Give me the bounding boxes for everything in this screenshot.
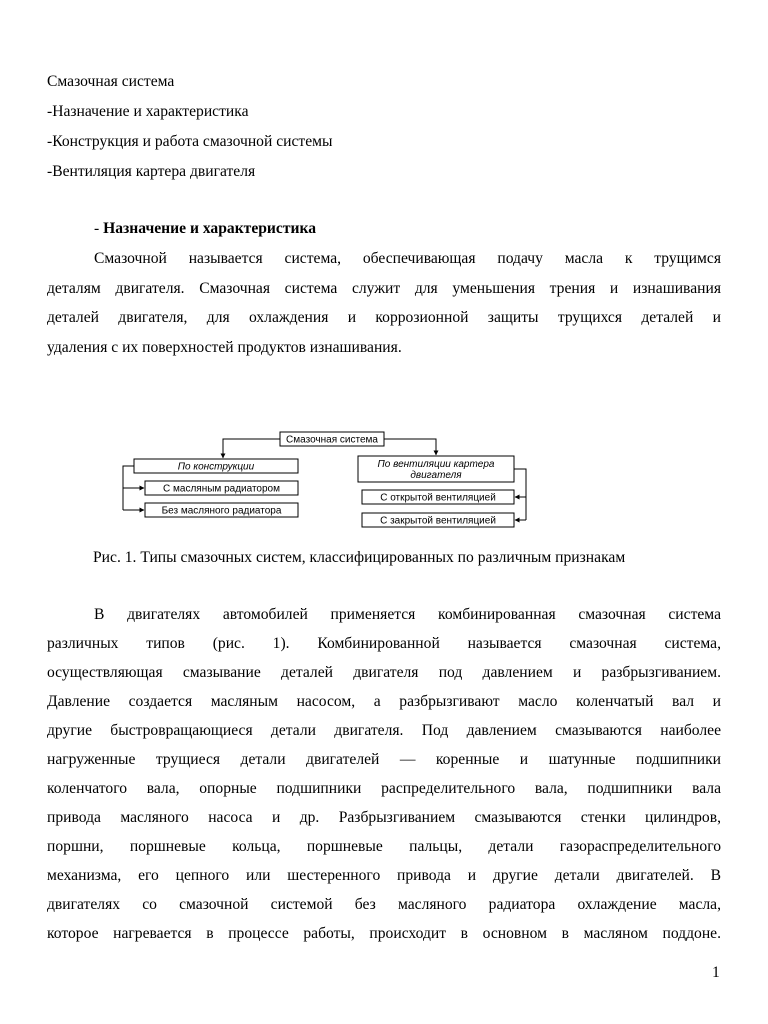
paragraph-line: двигателях со смазочной системой без масляного радиатора охлаждение масла, [47,896,721,913]
paragraph-line: нагруженные трущиеся детали двигателей — коренные и шатунные подшипники [47,751,721,768]
diagram-right-item-label: С открытой вентиляцией [380,492,496,504]
paragraph-line: деталям двигателя. Смазочная система служит для уменьшения трения и изнашивания [47,279,721,297]
toc-title: Смазочная система [47,73,175,90]
paragraph-line: различных типов (рис. 1). Комбинированной называется смазочная система, [47,635,721,652]
paragraph-line: осуществляющая смазывание деталей двигателя под давлением и разбрызгиванием. [47,664,721,681]
diagram-connector [384,439,436,455]
paragraph-line: Смазочной называется система, обеспечивающая подачу масла к трущимся [94,250,721,267]
diagram-connector [223,439,280,458]
figure-caption: Рис. 1. Типы смазочных систем, классифицированных по различным признакам [93,549,626,566]
toc-item: -Назначение и характеристика [47,103,249,120]
paragraph-line: Давление создается масляным насосом, а разбрызгивают масло коленчатый вал и [47,693,721,710]
paragraph-line: деталей двигателя, для охлаждения и коррозионной защиты трущихся деталей и [47,309,721,326]
section-heading-text: Назначение и характеристика [103,220,317,237]
diagram-right-header-label: По вентиляции картера [377,459,495,470]
toc-item: -Вентиляция картера двигателя [47,163,256,180]
paragraph-line: которое нагревается в процессе работы, происходит в основном в масляном поддоне. [47,925,721,942]
paragraph-line: другие быстровращающиеся детали двигателя. Под давлением смазываются наиболее [47,722,721,739]
diagram-left-header-label: По конструкции [177,461,255,473]
paragraph-line: привода масляного насоса и др. Разбрызгиванием смазываются стенки цилиндров, [47,809,721,826]
diagram-left-item-label: С масляным радиатором [163,483,280,495]
paragraph-line: механизма, его цепного или шестеренного привода и другие детали двигателей. В [47,867,721,884]
diagram-right-item-label: С закрытой вентиляцией [380,515,496,527]
diagram-left-item-label: Без масляного радиатора [161,505,282,517]
paragraph-line: коленчатого вала, опорные подшипники распределительного вала, подшипники вала [47,780,721,797]
paragraph-line: В двигателях автомобилей применяется комбинированная смазочная система [94,606,721,623]
diagram-root-label: Смазочная система [286,434,378,446]
page-number: 1 [712,964,720,981]
diagram-right-header-label: двигателя [410,470,462,481]
section-heading-prefix: - [94,220,104,237]
diagram-connector [514,469,526,520]
toc-item: -Конструкция и работа смазочной системы [47,133,333,150]
paragraph-line: удаления с их поверхностей продуктов изнашивания. [47,338,402,356]
paragraph-line: поршни, поршневые кольца, поршневые пальцы, детали газораспределительного [47,838,721,855]
